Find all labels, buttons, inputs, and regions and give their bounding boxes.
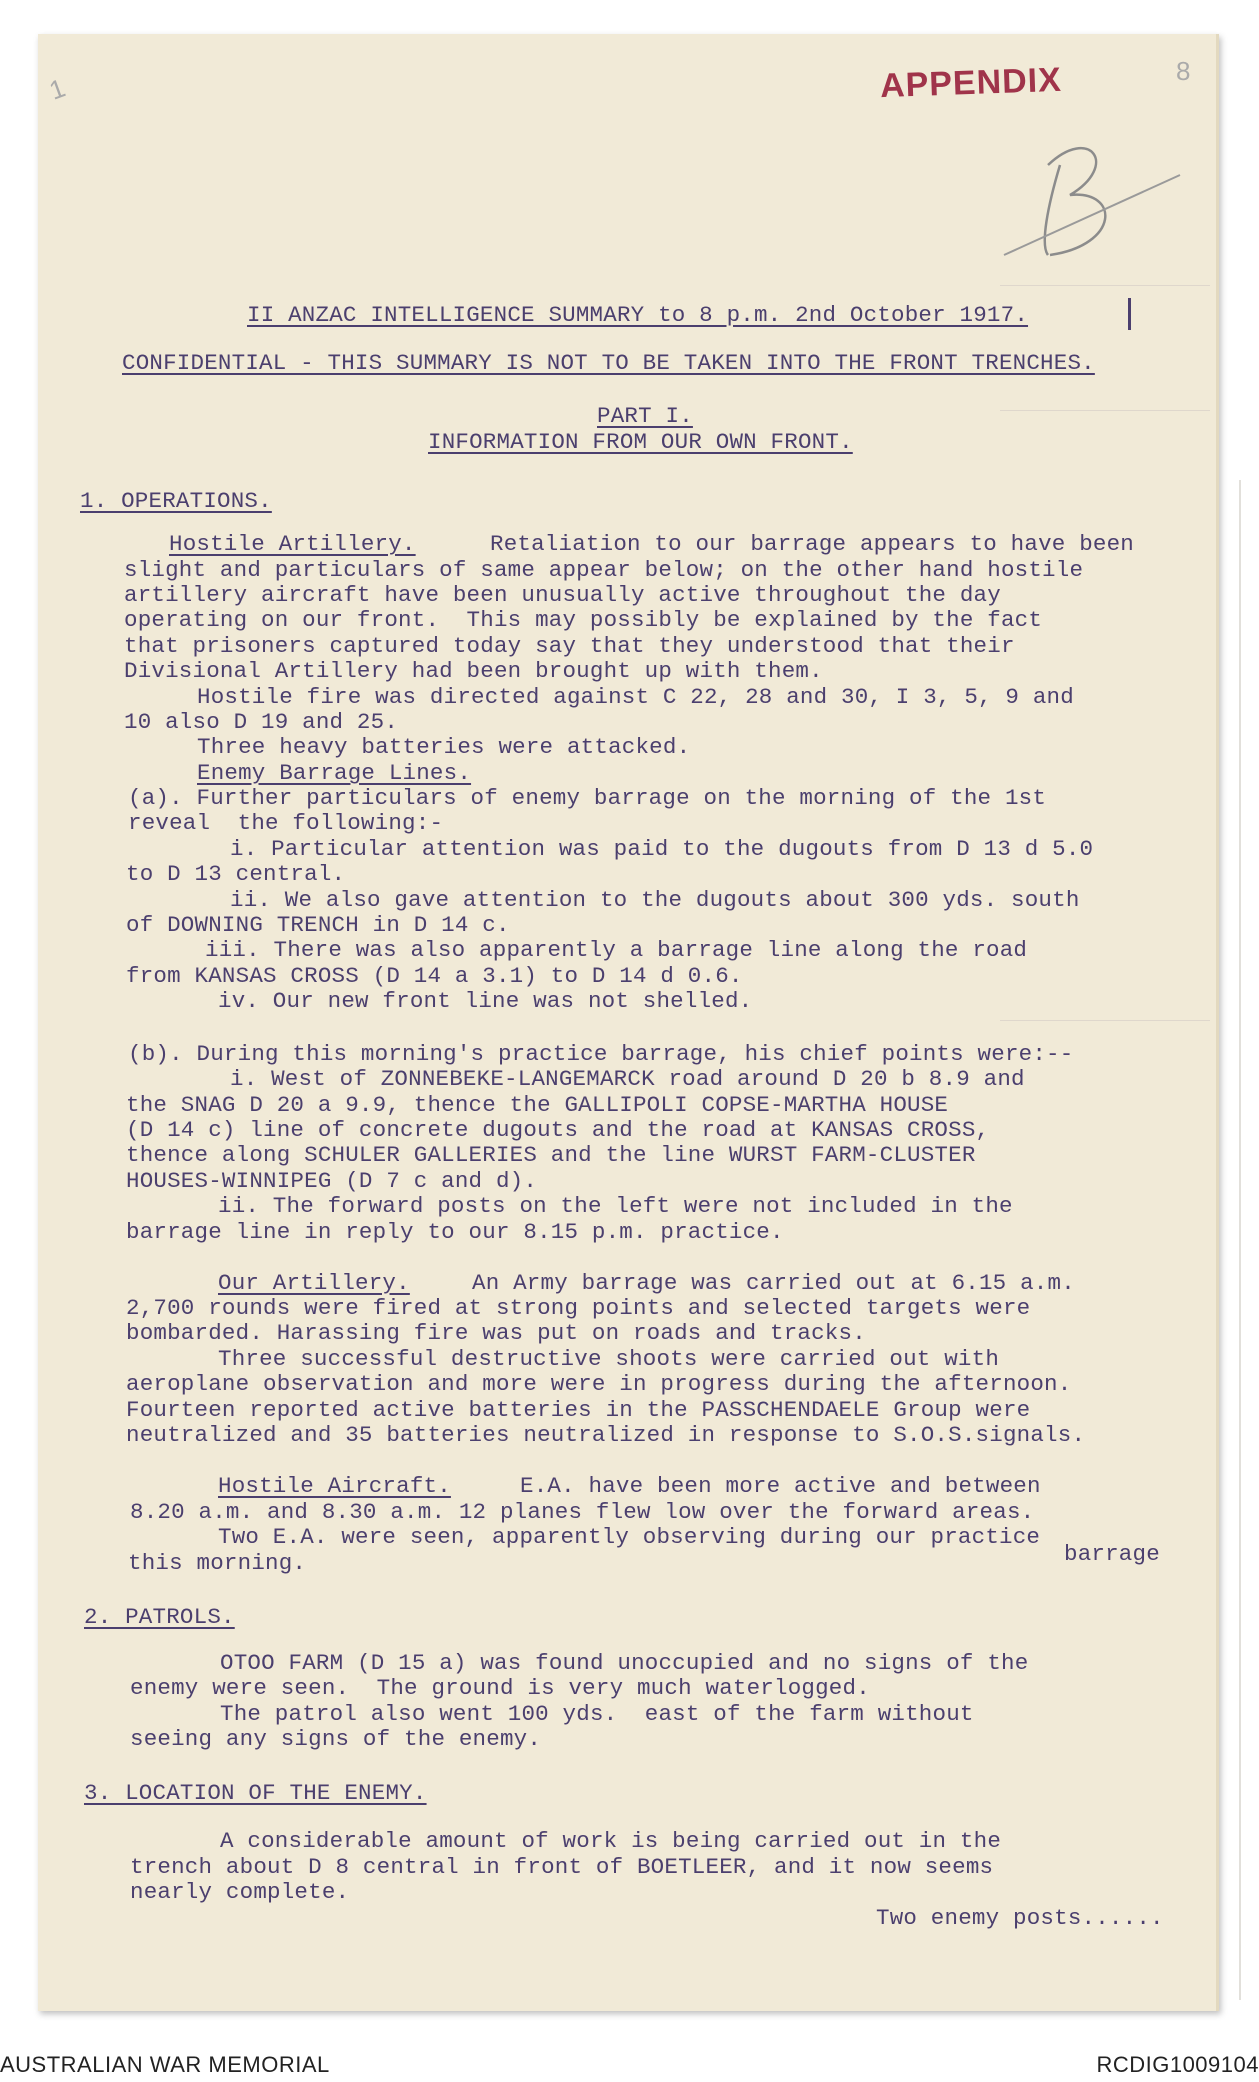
text-line: of DOWNING TRENCH in D 14 c. (126, 912, 510, 938)
text-line: Three heavy batteries were attacked. (197, 734, 691, 760)
text-line: ii. The forward posts on the left were not included in the (218, 1193, 1013, 1219)
text-line: iii. There was also apparently a barrage line along the road (205, 937, 1028, 963)
subtitle: INFORMATION FROM OUR OWN FRONT. (428, 429, 853, 455)
text-line: the SNAG D 20 a 9.9, thence the GALLIPOLI COPSE-MARTHA HOUSE (126, 1092, 949, 1118)
handwritten-mark (1000, 105, 1190, 275)
text-line: trench about D 8 central in front of BOETLEER, and it now seems (130, 1854, 994, 1880)
text-line: Two E.A. were seen, apparently observing during our practice (218, 1524, 1041, 1550)
text-line: bombarded. Harassing fire was put on roads and tracks. (126, 1320, 866, 1346)
paper-fold (1239, 480, 1241, 2000)
text-line: 2,700 rounds were fired at strong points and selected targets were (126, 1295, 1031, 1321)
text-line: E.A. have been more active and between (520, 1473, 1041, 1499)
text-line: 10 also D 19 and 25. (124, 709, 399, 735)
text-line: Fourteen reported active batteries in the PASSCHENDAELE Group were (126, 1397, 1031, 1423)
text-line: (b). During this morning's practice barrage, his chief points were:-- (128, 1041, 1074, 1067)
section-heading: 3. LOCATION OF THE ENEMY. (84, 1780, 427, 1806)
text-line: barrage (1064, 1541, 1160, 1567)
corner-mark: 1 (45, 72, 70, 106)
text-line: i. West of ZONNEBEKE-LANGEMARCK road around D 20 b 8.9 and (230, 1066, 1025, 1092)
section-heading: 2. PATROLS. (84, 1604, 235, 1630)
text-line: The patrol also went 100 yds. east of the farm without (220, 1701, 974, 1727)
text-line: (D 14 c) line of concrete dugouts and the road at KANSAS CROSS, (126, 1117, 990, 1143)
text-line: thence along SCHULER GALLERIES and the line WURST FARM-CLUSTER (126, 1142, 976, 1168)
text-line: reveal the following:- (128, 810, 444, 836)
subsection-heading: Our Artillery. (218, 1270, 410, 1296)
text-line: An Army barrage was carried out at 6.15 a.m. (472, 1270, 1075, 1296)
text-line: operating on our front. This may possibly be explained by the fact (124, 607, 1043, 633)
text-line: 8.20 a.m. and 8.30 a.m. 12 planes flew low over the forward areas. (130, 1499, 1035, 1525)
text-line: HOUSES-WINNIPEG (D 7 c and d). (126, 1168, 538, 1194)
text-line: that prisoners captured today say that they understood that their (124, 633, 1015, 659)
text-line: A considerable amount of work is being carried out in the (220, 1828, 1002, 1854)
footer-id: RCDIG1009104 (1096, 2052, 1259, 2077)
text-line: from KANSAS CROSS (D 14 a 3.1) to D 14 d 0.6. (126, 963, 743, 989)
text-line: to D 13 central. (126, 861, 346, 887)
confidential-notice: CONFIDENTIAL - THIS SUMMARY IS NOT TO BE TAKEN INTO THE FRONT TRENCHES. (122, 350, 1095, 376)
bleed-through (1000, 285, 1210, 286)
text-line: neutralized and 35 batteries neutralized in response to S.O.S.signals. (126, 1422, 1086, 1448)
text-line: slight and particulars of same appear below; on the other hand hostile (124, 557, 1084, 583)
text-line: enemy were seen. The ground is very much waterlogged. (130, 1675, 870, 1701)
section-heading: 1. OPERATIONS. (80, 488, 272, 514)
text-line: iv. Our new front line was not shelled. (218, 988, 753, 1014)
appendix-stamp: APPENDIX (879, 60, 1063, 106)
document-title: II ANZAC INTELLIGENCE SUMMARY to 8 p.m. 2nd October 1917. (247, 302, 1029, 328)
footer-credit: AUSTRALIAN WAR MEMORIAL (0, 2052, 330, 2077)
text-line: ii. We also gave attention to the dugouts about 300 yds. south (230, 887, 1080, 913)
text-line: Retaliation to our barrage appears to have been (490, 531, 1135, 557)
text-line: aeroplane observation and more were in progress during the afternoon. (126, 1371, 1072, 1397)
text-line: this morning. (128, 1550, 307, 1576)
text-line: i. Particular attention was paid to the dugouts from D 13 d 5.0 (230, 836, 1094, 862)
subsection-heading: Hostile Artillery. (169, 531, 416, 557)
text-line: OTOO FARM (D 15 a) was found unoccupied and no signs of the (220, 1650, 1029, 1676)
part-heading: PART I. (597, 403, 693, 429)
title-margin-mark (1128, 298, 1131, 330)
page-number: 8 (1176, 56, 1191, 86)
text-line: barrage line in reply to our 8.15 p.m. practice. (126, 1219, 784, 1245)
text-line: Divisional Artillery had been brought up with them. (124, 658, 823, 684)
text-line: Hostile fire was directed against C 22, 28 and 30, I 3, 5, 9 and (197, 684, 1074, 710)
text-line: nearly complete. (130, 1879, 350, 1905)
bleed-through (1000, 410, 1210, 411)
bleed-through (1000, 1020, 1210, 1021)
text-line: Two enemy posts...... (876, 1905, 1164, 1931)
subsection-heading: Hostile Aircraft. (218, 1473, 451, 1499)
subsection-heading: Enemy Barrage Lines. (197, 760, 472, 786)
text-line: artillery aircraft have been unusually active throughout the day (124, 582, 1001, 608)
text-line: (a). Further particulars of enemy barrage on the morning of the 1st (128, 785, 1047, 811)
text-line: seeing any signs of the enemy. (130, 1726, 542, 1752)
text-line: Three successful destructive shoots were carried out with (218, 1346, 1000, 1372)
